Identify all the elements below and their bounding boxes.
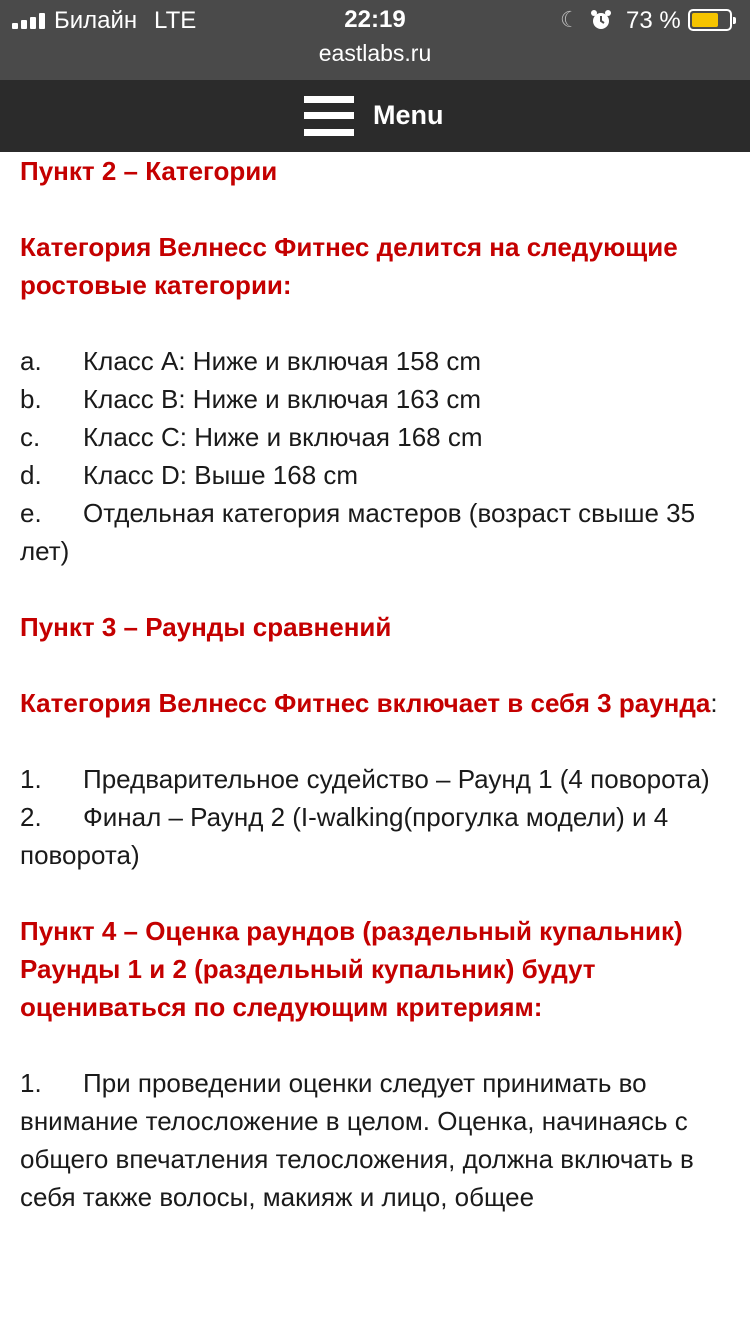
menu-button[interactable]	[304, 95, 454, 137]
alarm-icon	[590, 9, 612, 31]
site-nav-bar	[0, 80, 750, 152]
criteria-list	[20, 1064, 732, 1216]
hamburger-icon	[304, 96, 354, 136]
section-2-title: Пункт 2 – Категории	[20, 156, 278, 186]
battery-icon	[688, 9, 732, 31]
network-type: LTE	[154, 7, 197, 34]
carrier-name: Билайн	[54, 7, 138, 34]
section-4-intro: Раунды 1 и 2 (раздельный купальник) будут оцениваться по следующим критериям:	[20, 954, 596, 1022]
list-item: 1. Предварительное судейство – Раунд 1 (4 поворота)	[20, 764, 710, 794]
section-2-intro: Категория Велнесс Фитнес делится на следующие ростовые категории:	[20, 232, 678, 300]
section-4-title: Пункт 4 – Оценка раундов (раздельный купальник)	[20, 916, 683, 946]
section-3-intro: Категория Велнесс Фитнес включает в себя 3 раунда:	[20, 688, 718, 718]
list-item: c. Класс С: Ниже и включая 168 cm	[20, 422, 483, 452]
list-item: d. Класс D: Выше 168 cm	[20, 460, 359, 490]
menu-label: Menu	[373, 100, 444, 130]
moon-icon: ☾	[560, 7, 580, 32]
list-item: 1. При проведении оценки следует принимать во внимание телосложение в целом. Оценка, начинаясь с общего впечатления телосложения, должна включать в себя также волосы, макияж и лицо, общее	[20, 1068, 694, 1212]
section-3-title: Пункт 3 – Раунды сравнений	[20, 612, 392, 642]
list-item: e. Отдельная категория мастеров (возраст свыше 35 лет)	[20, 498, 696, 566]
url-bar[interactable]: eastlabs.ru	[318, 40, 432, 66]
battery-percent: 73 %	[626, 7, 681, 34]
list-item: 2. Финал – Раунд 2 (I-walking(прогулка модели) и 4 поворота)	[20, 802, 669, 870]
battery-fill	[692, 13, 718, 27]
status-and-url-bar	[0, 0, 750, 80]
status-bar	[0, 0, 750, 42]
height-class-list	[20, 342, 732, 570]
list-item: b. Класс В: Ниже и включая 163 cm	[20, 384, 482, 414]
clock: 22:19	[344, 6, 406, 33]
article-content	[20, 152, 732, 1216]
list-item: a. Класс А: Ниже и включая 158 cm	[20, 346, 482, 376]
rounds-list	[20, 760, 732, 874]
